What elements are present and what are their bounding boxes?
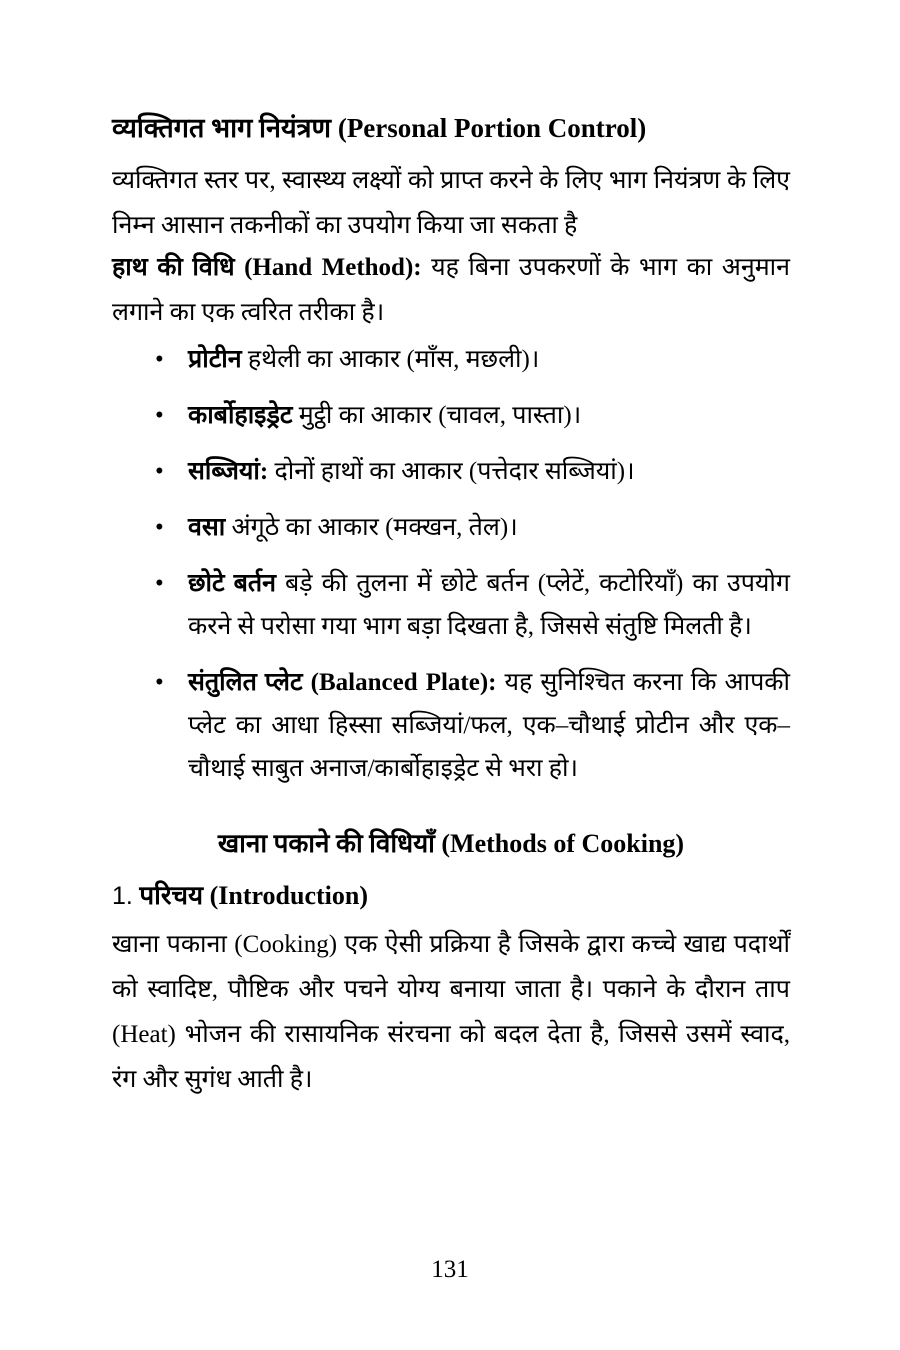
bullet-icon: • [155, 346, 164, 373]
list-item-lead: संतुलित प्लेट (Balanced Plate): [188, 669, 497, 696]
list-item-lead: वसा [188, 514, 226, 541]
paragraph-portion-control-intro: व्यक्तिगत स्तर पर, स्वास्थ्य लक्ष्यों को प्राप्त करने के लिए भाग नियंत्रण के लिए निम्न आसान तकनीकों का उपयोग किया जा सकता है [112, 167, 790, 239]
heading-introduction [112, 874, 790, 918]
heading-personal-portion-control: व्यक्तिगत भाग नियंत्रण (Personal Portion Control) [112, 113, 647, 143]
list-item-text: मुट्ठी का आकार (चावल, पास्ता)। [292, 402, 582, 429]
heading-introduction-number: 1. [112, 882, 133, 910]
page-number: 131 [431, 1256, 469, 1283]
list-item-protein [112, 338, 790, 381]
list-item-lead: कार्बोहाइड्रेट [188, 402, 293, 429]
list-item-small-utensils [112, 562, 790, 648]
bullet-icon: • [155, 669, 164, 696]
list-item-balanced-plate [112, 661, 790, 790]
paragraph-hand-method [112, 245, 790, 335]
list-item-text: अंगूठे का आकार (मक्खन, तेल)। [225, 514, 518, 541]
paragraph-cooking-intro: खाना पकाना (Cooking) एक ऐसी प्रक्रिया है जिसके द्वारा कच्चे खाद्य पदार्थों को स्वादिष्ट, पौष्टिक और पचने योग्य बनाया जाता है। पकाने के दौरान ताप (Heat) भोजन की रासायनिक संरचना को बदल देता है, जिससे उसमें स्वाद, रंग और सुगंध आती है। [112, 931, 790, 1093]
bullet-icon: • [155, 458, 164, 485]
heading-introduction-title: परिचय (Introduction) [132, 881, 369, 910]
list-item-text: दोनों हाथों का आकार (पत्तेदार सब्जियां)। [268, 458, 635, 485]
list-item-vegetables [112, 450, 790, 493]
list-item-fat [112, 506, 790, 549]
list-item-lead: छोटे बर्तन [188, 570, 276, 597]
bullet-icon: • [155, 402, 164, 429]
list-item-lead: सब्जियां: [188, 458, 269, 485]
heading-methods-of-cooking: खाना पकाने की विधियाँ (Methods of Cooking) [217, 829, 685, 858]
portion-tips-list [112, 338, 790, 803]
list-item-text: यह सुनिश्चित करना कि आपकी प्लेट का आधा हिस्सा सब्जियां/फल, एक–चौथाई प्रोटीन और एक–चौथाई साबुत अनाज/कार्बोहाइड्रेट से भरा हो। [188, 669, 790, 782]
list-item-text: बड़े की तुलना में छोटे बर्तन (प्लेटें, कटोरियाँ) का उपयोग करने से परोसा गया भाग बड़ा दिखता है, जिससे संतुष्टि मिलती है। [188, 570, 790, 640]
list-item-text: हथेली का आकार (माँस, मछली)। [241, 346, 540, 373]
bullet-icon: • [155, 570, 164, 597]
hand-method-lead: हाथ की विधि (Hand Method): [112, 254, 422, 281]
bullet-icon: • [155, 514, 164, 541]
hand-method-text: यह बिना उपकरणों के भाग का अनुमान लगाने का एक त्वरित तरीका है। [112, 254, 790, 326]
list-item-lead: प्रोटीन [188, 346, 242, 373]
list-item-carbohydrate [112, 394, 790, 437]
